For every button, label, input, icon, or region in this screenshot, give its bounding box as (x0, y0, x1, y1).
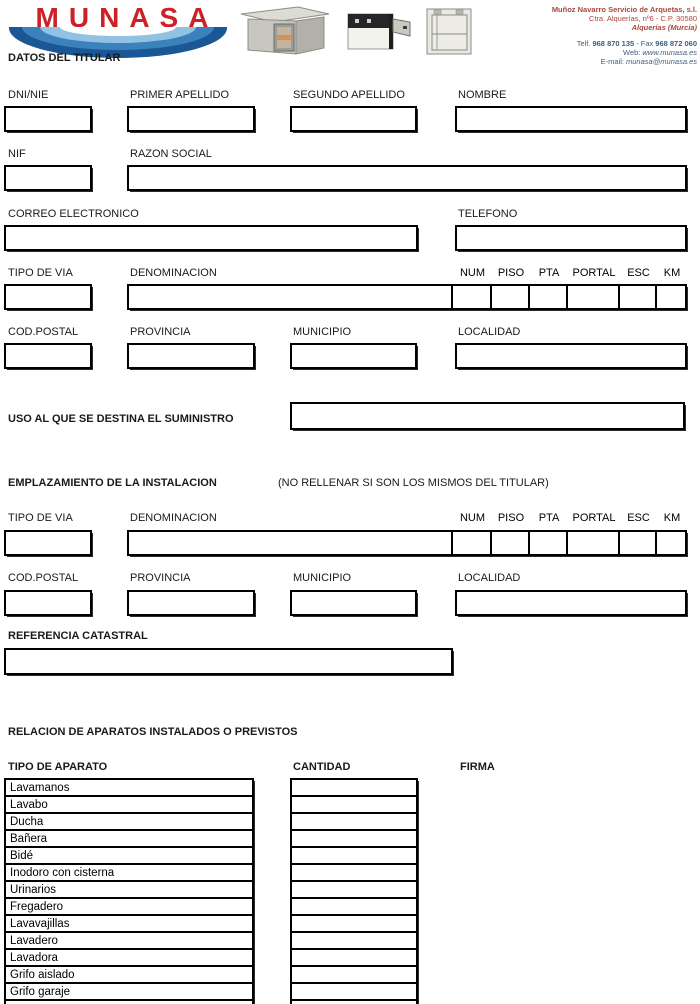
uso-input[interactable] (290, 402, 685, 430)
aparato-label: Lavadero (10, 934, 58, 947)
tipo-via-label: TIPO DE VIA (8, 267, 73, 279)
section-title-emplazamiento: EMPLAZAMIENTO DE LA INSTALACION (8, 477, 217, 489)
esc-input[interactable] (618, 286, 655, 308)
table-row (292, 984, 416, 1001)
company-phone-line (437, 39, 697, 48)
denominacion-label: DENOMINACION (130, 267, 217, 279)
emp-tipo-via-label: TIPO DE VIA (8, 512, 73, 524)
emp-denominacion-input[interactable] (129, 532, 451, 554)
section-title-aparatos: RELACION DE APARATOS INSTALADOS O PREVISTOS (8, 726, 298, 738)
emp-num-input[interactable] (451, 532, 490, 554)
aparato-label: Grifo garaje (10, 985, 71, 998)
correo-input[interactable] (4, 225, 418, 251)
telefono-label: TELEFONO (458, 208, 518, 220)
municipio-input[interactable] (290, 343, 417, 369)
localidad-label: LOCALIDAD (458, 326, 521, 338)
emp-num-label: NUM (459, 512, 486, 524)
table-row (6, 984, 252, 1001)
emp-esc-input[interactable] (618, 532, 655, 554)
emp-portal-label: PORTAL (572, 512, 616, 524)
aparato-label: Ducha (10, 815, 44, 828)
cantidad-input[interactable] (292, 865, 416, 880)
portal-input[interactable] (566, 286, 618, 308)
tipo-via-input[interactable] (4, 284, 92, 310)
emplazamiento-note: (NO RELLENAR SI SON LOS MISMOS DEL TITULAR) (278, 477, 549, 489)
dni-label: DNI/NIE (8, 89, 49, 101)
emp-municipio-input[interactable] (290, 590, 417, 616)
cod-postal-input[interactable] (4, 343, 92, 369)
section-title-titular: DATOS DEL TITULAR (8, 52, 121, 64)
referencia-catastral-label: REFERENCIA CATASTRAL (8, 630, 148, 642)
company-address: Ctra. Alquerías, nº6 - C.P. 30580 (588, 14, 697, 23)
table-row (292, 865, 416, 882)
localidad-input[interactable] (455, 343, 687, 369)
email-address: munasa@munasa.es (626, 57, 697, 66)
num-label: NUM (459, 267, 486, 279)
table-row (292, 916, 416, 933)
cantidad-input[interactable] (292, 797, 416, 812)
table-row (292, 797, 416, 814)
telefono-input[interactable] (455, 225, 687, 251)
table-row (292, 831, 416, 848)
table-row (6, 797, 252, 814)
aparato-label: Lavadora (10, 951, 58, 964)
razon-social-label: RAZON SOCIAL (130, 148, 212, 160)
cantidad-input[interactable] (292, 933, 416, 948)
product-photo-cabinet-open (347, 11, 411, 51)
pta-input[interactable] (528, 286, 566, 308)
table-row (292, 814, 416, 831)
table-row (6, 831, 252, 848)
web-url: www.munasa.es (642, 48, 697, 57)
cantidad-input[interactable] (292, 950, 416, 965)
phone-number: 968 870 135 (592, 39, 635, 48)
fax-number: 968 872 060 (655, 39, 697, 48)
aparato-label: Lavamanos (10, 781, 70, 794)
aparatos-qty-column (290, 778, 418, 1004)
provincia-label: PROVINCIA (130, 326, 191, 338)
emp-localidad-label: LOCALIDAD (458, 572, 521, 584)
cantidad-input[interactable] (292, 848, 416, 863)
table-row (6, 814, 252, 831)
municipio-label: MUNICIPIO (293, 326, 352, 338)
referencia-catastral-input[interactable] (4, 648, 453, 675)
num-input[interactable] (451, 286, 490, 308)
piso-input[interactable] (490, 286, 528, 308)
emp-portal-input[interactable] (566, 532, 618, 554)
cantidad-input[interactable] (292, 984, 416, 999)
table-row (6, 933, 252, 950)
emp-piso-input[interactable] (490, 532, 528, 554)
portal-label: PORTAL (572, 267, 616, 279)
segundo-apellido-input[interactable] (290, 106, 417, 132)
aparato-label: Grifo aislado (10, 968, 75, 981)
company-city: Alquerías (Murcia) (631, 23, 697, 32)
emp-esc-label: ESC (627, 512, 650, 524)
cantidad-input[interactable] (292, 967, 416, 982)
cantidad-input[interactable] (292, 814, 416, 829)
emp-municipio-label: MUNICIPIO (293, 572, 352, 584)
aparato-label: Lavavajillas (10, 917, 70, 930)
denominacion-input[interactable] (129, 286, 451, 308)
product-photo-concrete-kiosk (238, 5, 330, 57)
esc-label: ESC (627, 267, 650, 279)
table-row (292, 848, 416, 865)
table-row (292, 780, 416, 797)
aparato-label: Bañera (10, 832, 48, 845)
company-web-line (437, 48, 697, 57)
phone-label: Telf. (576, 39, 591, 48)
cantidad-input[interactable] (292, 882, 416, 897)
provincia-input[interactable] (127, 343, 255, 369)
web-label: Web: (623, 48, 641, 57)
table-row (6, 950, 252, 967)
col-cantidad-label: CANTIDAD (293, 761, 351, 773)
table-row (292, 899, 416, 916)
table-row (292, 882, 416, 899)
emp-km-label: KM (663, 512, 681, 524)
nif-label: NIF (8, 148, 26, 160)
emp-provincia-input[interactable] (127, 590, 255, 616)
denominacion-strip (127, 284, 687, 310)
emp-localidad-input[interactable] (455, 590, 687, 616)
emp-denominacion-label: DENOMINACION (130, 512, 217, 524)
emp-cod-postal-label: COD.POSTAL (8, 572, 79, 584)
emp-provincia-label: PROVINCIA (130, 572, 191, 584)
primer-apellido-input[interactable] (127, 106, 255, 132)
pta-label: PTA (538, 267, 560, 279)
emp-piso-label: PISO (497, 512, 525, 524)
emp-km-input[interactable] (655, 532, 685, 554)
emp-pta-input[interactable] (528, 532, 566, 554)
table-row (292, 933, 416, 950)
km-label: KM (663, 267, 681, 279)
dni-input[interactable] (4, 106, 92, 132)
cantidad-input[interactable] (292, 831, 416, 846)
cantidad-input[interactable] (292, 916, 416, 931)
razon-social-input[interactable] (127, 165, 687, 191)
table-row (6, 882, 252, 899)
segundo-apellido-label: SEGUNDO APELLIDO (293, 89, 405, 101)
cantidad-input[interactable] (292, 780, 416, 795)
email-label: E-mail: (600, 57, 625, 66)
emp-tipo-via-input[interactable] (4, 530, 92, 556)
aparato-label: Inodoro con cisterna (10, 866, 115, 879)
primer-apellido-label: PRIMER APELLIDO (130, 89, 230, 101)
emp-denominacion-strip (127, 530, 687, 556)
nombre-input[interactable] (455, 106, 687, 132)
emp-pta-label: PTA (538, 512, 560, 524)
table-row (292, 967, 416, 984)
nif-input[interactable] (4, 165, 92, 191)
company-email-line (437, 57, 697, 66)
company-name: Muñoz Navarro Servicio de Arquetas, s.l. (551, 5, 697, 14)
table-row (6, 848, 252, 865)
emp-address-cell-labels (453, 512, 687, 525)
uso-label: USO AL QUE SE DESTINA EL SUMINISTRO (8, 413, 234, 425)
table-row (6, 780, 252, 797)
aparato-label: Fregadero (10, 900, 64, 913)
aparato-label: Bidé (10, 849, 34, 862)
piso-label: PISO (497, 267, 525, 279)
table-row (6, 899, 252, 916)
aparatos-name-column (4, 778, 254, 1004)
nombre-label: NOMBRE (458, 89, 507, 101)
col-firma-label: FIRMA (460, 761, 495, 773)
table-row (292, 950, 416, 967)
munasa-logo: MUNASA (35, 2, 219, 33)
aparato-label: Lavabo (10, 798, 48, 811)
table-row (6, 916, 252, 933)
address-cell-labels (453, 267, 687, 280)
km-input[interactable] (655, 286, 685, 308)
table-row (6, 967, 252, 984)
company-info-block (437, 5, 697, 66)
fax-label: - Fax (636, 39, 654, 48)
correo-label: CORREO ELECTRONICO (8, 208, 139, 220)
cantidad-input[interactable] (292, 899, 416, 914)
cod-postal-label: COD.POSTAL (8, 326, 79, 338)
col-tipo-aparato-label: TIPO DE APARATO (8, 761, 108, 773)
aparato-label: Urinarios (10, 883, 57, 896)
table-row (6, 865, 252, 882)
emp-cod-postal-input[interactable] (4, 590, 92, 616)
